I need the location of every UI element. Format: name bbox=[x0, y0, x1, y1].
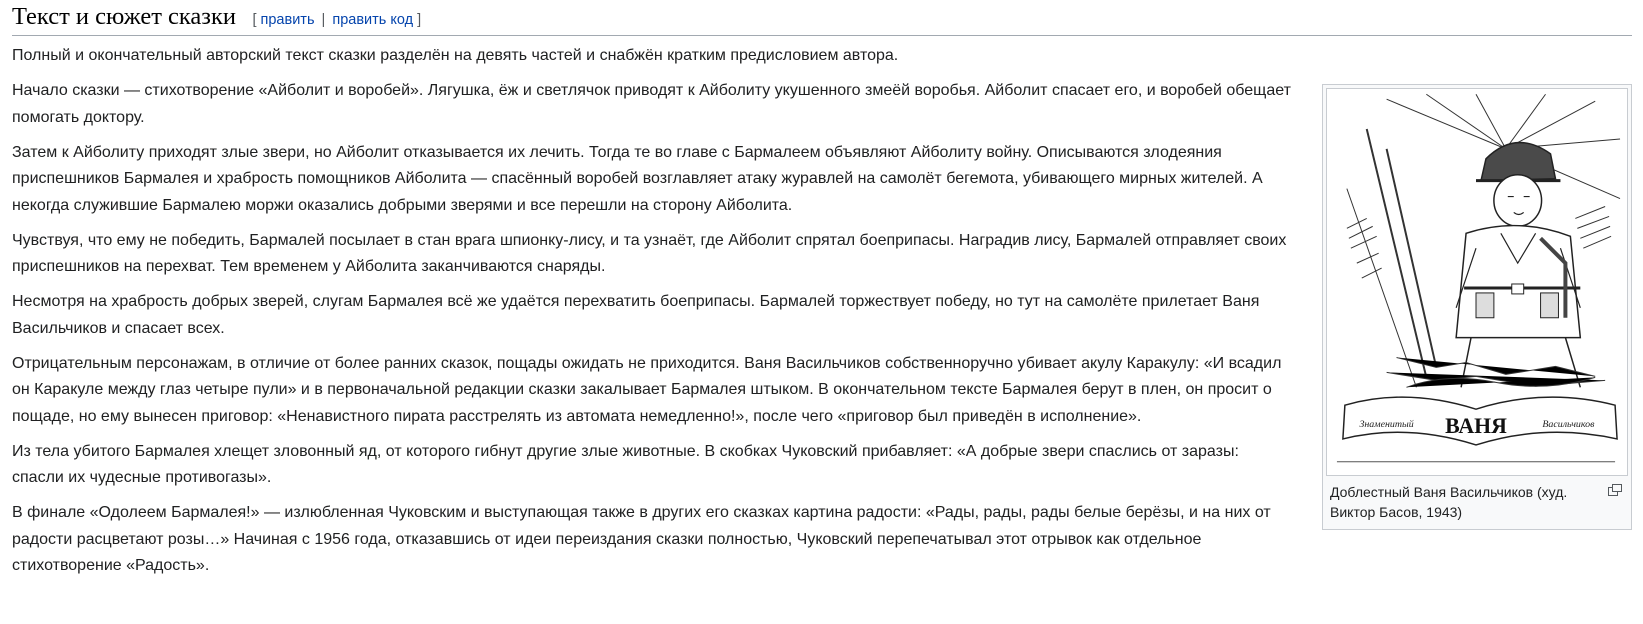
paragraph: Полный и окончательный авторский текст сказки разделён на девять частей и снабжён кратким предисловием автора. bbox=[12, 47, 899, 64]
edit-link[interactable]: править bbox=[260, 12, 315, 28]
paragraph: Начало сказки — стихотворение «Айболит и воробей». Лягушка, ёж и светлячок приводят к Айболиту укушенного змеёй воробья. Айболит спасает его, и воробей обещает помогать доктору. bbox=[12, 82, 1291, 126]
edit-separator: | bbox=[321, 12, 326, 28]
section-title: Текст и сюжет сказки bbox=[12, 3, 236, 30]
edit-bracket-close: ] bbox=[417, 12, 422, 28]
paragraph: Отрицательным персонажам, в отличие от более ранних сказок, пощады ожидать не приходится. Ваня Васильчиков собственноручно убивает акулу Каракулу: «И всадил он Каракуле между глаз четыре пули» и в первоначальной редакции сказки закалывает Бармалея штыком. В окончательном тексте Бармалея берут в плен, он просит о пощаде, но ему вынесен приговор: «Ненавистного пирата расстрелять из автомата немедленно!», после чего «приговор был приведён в исполнение». bbox=[12, 354, 1282, 425]
figure-caption-text: Доблестный Ваня Васильчиков (худ. Виктор Басов, 1943) bbox=[1330, 484, 1568, 520]
banner-right-text: Васильчиков bbox=[1542, 419, 1595, 431]
article-body bbox=[12, 43, 1632, 588]
edit-bracket-open: [ bbox=[252, 12, 257, 28]
banner-center-text: ВАНЯ bbox=[1445, 413, 1507, 438]
magnify-icon[interactable] bbox=[1608, 484, 1622, 496]
edit-section-links bbox=[252, 12, 421, 28]
banner-left-text: Знаменитый bbox=[1359, 419, 1414, 431]
paragraph: Чувствуя, что ему не победить, Бармалей посылает в стан врага шпионку-лису, и та узнаёт, где Айболит спрятал боеприпасы. Наградив лису, Бармалей отправляет своих приспешников на перехват. Тем временем у Айболита заканчиваются снаряды. bbox=[12, 231, 1287, 275]
illustration-image[interactable] bbox=[1326, 88, 1628, 476]
paragraph: Из тела убитого Бармалея хлещет зловонный яд, от которого гибнут другие злые животные. В скобках Чуковский прибавляет: «А добрые звери спаслись от заразы: спасли их чудесные противогазы». bbox=[12, 442, 1239, 486]
paragraph: В финале «Одолеем Бармалея!» — излюбленная Чуковским и выступающая также в других его сказках картина радости: «Рады, рады, рады белые берёзы, и на них от радости расцветают розы…» Начиная с 1956 года, отказавшись от идеи переиздания сказки полностью, Чуковский перепечатывал этот отрывок как отдельное стихотворение «Радость». bbox=[12, 504, 1271, 574]
paragraph: Затем к Айболиту приходят злые звери, но Айболит отказывается их лечить. Тогда те во главе с Бармалеем объявляют Айболиту войну. Описываются злодеяния приспешников Бармалея и храбрость помощников Айболита — спасённый воробей возглавляет атаку журавлей на самолёт бегемота, убивающего мирных жителей. А некогда служившие Бармалею моржи оказались добрыми зверями и все перешли на сторону Айболита. bbox=[12, 143, 1263, 214]
edit-code-link[interactable]: править код bbox=[332, 12, 414, 28]
section-heading bbox=[12, 2, 1632, 36]
figure-caption bbox=[1326, 476, 1628, 526]
paragraph: Несмотря на храбрость добрых зверей, слугам Бармалея всё же удаётся перехватить боеприпасы. Бармалей торжествует победу, но тут на самолёте прилетает Ваня Васильчиков и спасает всех. bbox=[12, 293, 1260, 337]
figure-thumbnail bbox=[1322, 84, 1632, 530]
